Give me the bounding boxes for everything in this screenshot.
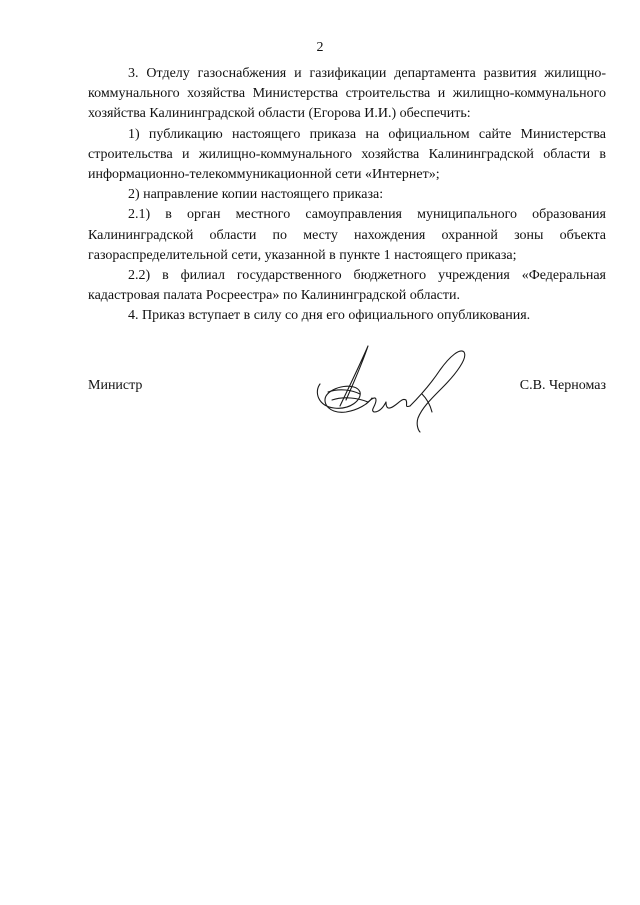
- page-number: 2: [316, 40, 324, 55]
- paragraph-subitem-2: 2) направление копии настоящего приказа:: [128, 187, 384, 203]
- handwritten-signature: [310, 334, 470, 434]
- signer-name: С.В. Черномаз: [519, 378, 606, 393]
- document-body: [88, 64, 606, 327]
- paragraph-subitem-2-2: 2.2) в филиал государственного бюджетного учреждения «Федеральная кадастровая палата Росреестра» по Калининградской области.: [88, 268, 606, 304]
- paragraph-item-4: 4. Приказ вступает в силу со дня его официального опубликования.: [128, 308, 531, 324]
- signer-position: Министр: [88, 378, 143, 393]
- paragraph-item-3: 3. Отделу газоснабжения и газификации департамента развития жилищно-коммунального хозяйства Министерства строительства и жилищно-коммунального хозяйства Калининградской области (Егорова И.И.) обеспечить:: [88, 66, 606, 122]
- paragraph-subitem-1: 1) публикацию настоящего приказа на официальном сайте Министерства строительства и жилищно-коммунального хозяйства Калининградской области в информационно-телекоммуникационной сети «Интернет»;: [88, 126, 606, 183]
- paragraph-subitem-2-1: 2.1) в орган местного самоуправления муниципального образования Калининградской области по месту нахождения охранной зоны объекта газораспределительной сети, указанной в пункте 1 настоящего приказа;: [88, 207, 606, 263]
